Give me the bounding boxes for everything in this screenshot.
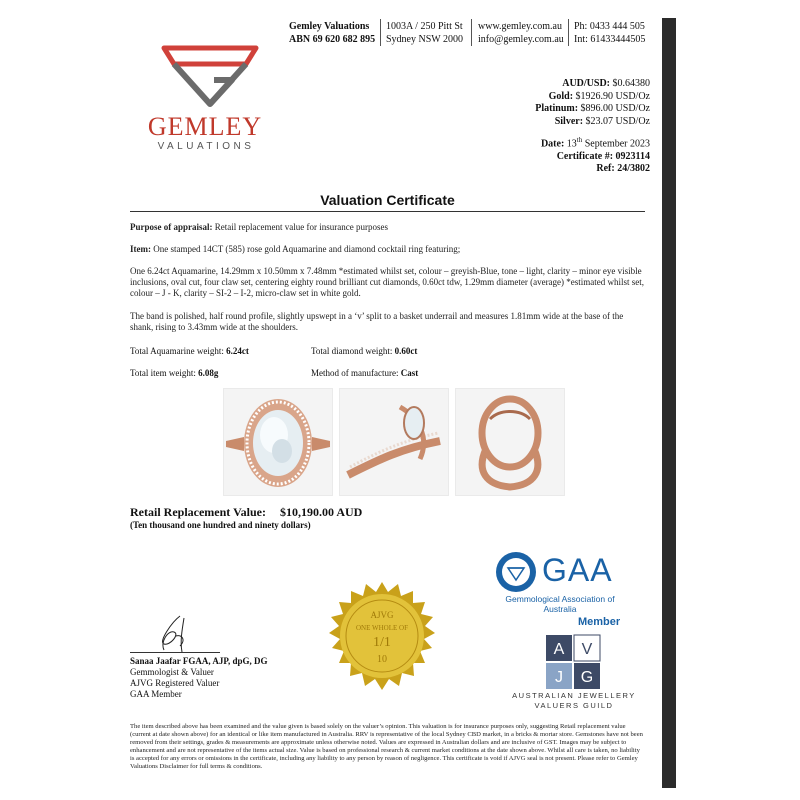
purpose-text: Retail replacement value for insurance purposes — [212, 222, 388, 232]
header-web — [478, 20, 564, 46]
diamond-weight-value: 0.60ct — [394, 346, 418, 356]
title-rule — [130, 211, 645, 212]
address-line-1: 1003A / 250 Pitt St — [386, 21, 463, 32]
purpose-line — [130, 222, 645, 233]
certificate-label: Certificate #: — [556, 150, 614, 162]
date-suffix: th — [576, 136, 583, 144]
rrv-words: (Ten thousand one hundred and ninety dollars) — [130, 520, 311, 530]
gaa-fullname: Gemmological Association of Australia — [505, 594, 615, 614]
ajvg-letter-g: G — [580, 669, 594, 686]
website-link[interactable]: www.gemley.com.au — [478, 21, 562, 32]
silver-label: Silver: — [554, 115, 584, 127]
market-rates — [535, 78, 650, 128]
platinum-value: $896.00 USD/Oz — [580, 103, 650, 114]
aud-usd-label: AUD/USD: — [562, 78, 610, 89]
address-line-2: Sydney NSW 2000 — [386, 34, 464, 45]
seal-text-1: AJVG — [370, 610, 394, 620]
ajvg-caption-line-1: AUSTRALIAN JEWELLERY — [512, 691, 636, 700]
item-line — [130, 244, 645, 255]
date-rest: September 2023 — [582, 138, 650, 150]
aquamarine-weight-label: Total Aquamarine weight: — [130, 346, 224, 356]
purpose-label: Purpose of appraisal: — [130, 222, 213, 232]
valuer-registration: AJVG Registered Valuer — [130, 678, 220, 688]
ref-label: Ref: — [596, 163, 615, 175]
brand-subtitle: VALUATIONS — [157, 141, 255, 152]
header-divider — [471, 19, 472, 46]
gold-label: Gold: — [548, 90, 574, 102]
ajvg-caption — [508, 691, 640, 711]
decorative-side-bar — [662, 18, 676, 788]
aquamarine-weight-value: 6.24ct — [226, 346, 249, 356]
valuer-signature — [150, 612, 200, 654]
ring-photo-back — [455, 388, 565, 496]
aud-usd-value: $0.64380 — [612, 78, 650, 89]
ajvg-caption-line-2: VALUERS GUILD — [534, 701, 614, 710]
rrv-label: Retail Replacement Value: — [130, 505, 266, 519]
gaa-emblem-icon — [494, 550, 538, 594]
rrv-value: $10,190.00 AUD — [280, 505, 363, 519]
brand-name: GEMLEY — [147, 112, 263, 141]
gaa-name: GAA — [542, 552, 613, 588]
diamond-weight — [311, 346, 417, 356]
ajvg-letter-a: A — [553, 641, 565, 658]
valuer-title: Gemmologist & Valuer — [130, 667, 214, 677]
date-label: Date: — [540, 138, 565, 150]
valuer-membership: GAA Member — [130, 689, 182, 699]
ring-photo-side — [339, 388, 449, 496]
item-label: Item: — [130, 244, 151, 254]
intl-number: Int: 61433444505 — [574, 34, 646, 45]
gemley-logo-mark — [150, 40, 270, 110]
disclaimer-text: The item described above has been examined and the value given is based solely on the valuer’s opinion. This valuation is for insurance purposes only, suggesting Retail replacement value (current at date shown above) for an identical or like item manufactured in Australia. RRV is representative of the local Sydney CBD market, in a bricks & mortar store. Gemstones have not been removed from their settings, grades & measurements are approximate unless otherwise noted. Values are expressed in Australian dollars and are inclusive of GST. Images may be subject to enhancement and are not representative of the items actual size. Value is based on professional research & current market conditions at the date shown above. Whilst all care is taken, no liability is accepted for any errors or omissions in the certificate, including any liability to any person by reason of negligence. This certificate is void if AJVG seal is not present. Please refer to Gemley Valuations Disclaimer for full terms & conditions. — [130, 723, 643, 770]
ref-number: 24/3802 — [617, 163, 650, 175]
item-weight — [130, 368, 218, 378]
header-divider — [568, 19, 569, 46]
ajvg-letter-v: V — [581, 641, 593, 658]
valuer-details — [130, 656, 268, 700]
item-text: One stamped 14CT (585) rose gold Aquamarine and diamond cocktail ring featuring; — [151, 244, 461, 254]
page-title: Valuation Certificate — [320, 192, 455, 208]
ajvg-logo — [544, 633, 604, 691]
item-weight-label: Total item weight: — [130, 368, 196, 378]
ajvg-gold-seal — [320, 580, 444, 704]
description-paragraph-2: The band is polished, half round profile, slightly upswept in a ‘v’ split to a basket underrail and measures 1.81mm wide at the base of the shank, rising to 3.43mm wide at the shoulders. — [130, 311, 624, 332]
date-day: 13 — [566, 138, 577, 150]
header-company — [289, 20, 375, 46]
description-paragraph-1: One 6.24ct Aquamarine, 14.29mm x 10.50mm x 7.48mm *estimated whilst set, colour – greyish-Blue, tone – light, clarity – minor eye visible inclusions, oval cut, four claw set, centering eighty round brilliant cut diamonds, 0.60ct tdw, 1.29mm diameter (average) *estimated whilst set, colour – J - K, clarity – SI-2 – I-2, micro-claw set in white gold. — [130, 266, 645, 298]
seal-text-4: 10 — [377, 654, 387, 665]
certificate-meta — [541, 134, 650, 176]
diamond-weight-label: Total diamond weight: — [311, 346, 393, 356]
manufacture-method-label: Method of manufacture: — [311, 368, 399, 378]
aquamarine-weight — [130, 346, 249, 356]
seal-text-2: ONE WHOLE OF — [356, 624, 408, 632]
valuer-name: Sanaa Jaafar FGAA, AJP, dpG, DG — [130, 656, 268, 666]
header-divider — [380, 19, 381, 46]
gaa-member-label: Member — [578, 616, 621, 628]
phone-number: Ph: 0433 444 505 — [574, 21, 645, 32]
manufacture-method-value: Cast — [400, 368, 419, 378]
seal-text-3: 1/1 — [373, 635, 391, 650]
signature-line — [130, 652, 220, 653]
header-phone — [574, 20, 645, 46]
item-weight-value: 6.08g — [198, 368, 219, 378]
gold-value: $1926.90 USD/Oz — [575, 90, 650, 102]
company-name: Gemley Valuations — [289, 21, 370, 32]
header-address — [386, 20, 463, 46]
platinum-label: Platinum: — [535, 103, 579, 114]
manufacture-method — [311, 368, 418, 378]
silver-value: $23.07 USD/Oz — [585, 115, 650, 127]
certificate-number: 0923114 — [615, 150, 650, 162]
ajvg-letter-j: J — [555, 669, 563, 686]
company-abn: ABN 69 620 682 895 — [289, 34, 376, 45]
ring-photo-front — [223, 388, 333, 496]
email-link[interactable]: info@gemley.com.au — [478, 34, 564, 45]
